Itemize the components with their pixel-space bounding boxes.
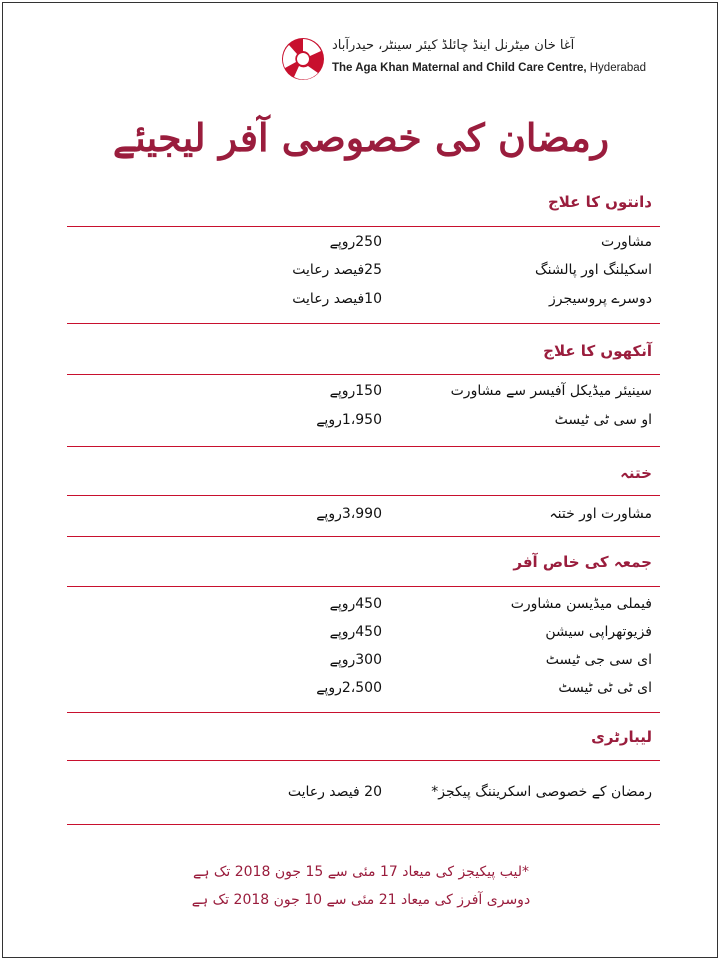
list-item xyxy=(0,784,722,810)
logo-english-city: Hyderabad xyxy=(586,62,647,74)
divider xyxy=(67,824,660,825)
list-item xyxy=(0,506,722,532)
list-item xyxy=(0,680,722,706)
list-item xyxy=(0,624,722,650)
list-item xyxy=(0,596,722,622)
service-price: 450روپے xyxy=(329,596,382,612)
list-item xyxy=(0,412,722,438)
divider xyxy=(67,495,660,496)
divider xyxy=(67,226,660,227)
divider xyxy=(67,712,660,713)
service-price: 1،950روپے xyxy=(316,412,382,428)
service-price: 10فیصد رعایت xyxy=(292,291,382,307)
logo-block xyxy=(280,36,680,86)
divider xyxy=(67,374,660,375)
service-price: 150روپے xyxy=(329,383,382,399)
service-name: سینیئر میڈیکل آفیسر سے مشاورت xyxy=(450,383,652,399)
logo-english-name: The Aga Khan Maternal and Child Care Centre, xyxy=(332,62,587,74)
service-price: 250روپے xyxy=(329,234,382,250)
service-name: ای ٹی ٹی ٹیسٹ xyxy=(558,680,652,696)
logo-english-text xyxy=(332,62,646,74)
list-item xyxy=(0,291,722,317)
divider xyxy=(67,586,660,587)
list-item xyxy=(0,234,722,260)
logo-urdu-text: آغا خان میٹرنل اینڈ چائلڈ کیئر سینٹر، حیدرآباد xyxy=(332,38,575,53)
list-item xyxy=(0,262,722,288)
service-name: او سی ٹی ٹیسٹ xyxy=(554,412,652,428)
divider xyxy=(67,536,660,537)
section-heading-eye: آنکھوں کا علاج xyxy=(543,342,652,360)
service-price: 2،500روپے xyxy=(316,680,382,696)
service-name: فیملی میڈیسن مشاورت xyxy=(510,596,652,612)
service-price: 25فیصد رعایت xyxy=(292,262,382,278)
list-item xyxy=(0,383,722,409)
section-heading-dental: دانتوں کا علاج xyxy=(547,193,652,211)
aga-khan-logo-icon xyxy=(280,36,326,82)
service-name: فزیوتھراپی سیشن xyxy=(545,624,652,640)
service-name: دوسرے پروسیجرز xyxy=(549,291,652,307)
service-price: 20 فیصد رعایت xyxy=(287,784,382,800)
service-price: 3،990روپے xyxy=(316,506,382,522)
divider xyxy=(67,323,660,324)
service-price: 450روپے xyxy=(329,624,382,640)
list-item xyxy=(0,652,722,678)
validity-note-other: دوسری آفرز کی میعاد 21 مئی سے 10 جون 2018 تک ہے xyxy=(191,892,531,908)
service-name: ای سی جی ٹیسٹ xyxy=(545,652,652,668)
page-title: رمضان کی خصوصی آفر لیجیئے xyxy=(112,115,610,160)
service-price: 300روپے xyxy=(329,652,382,668)
divider xyxy=(67,760,660,761)
section-heading-friday-offer: جمعہ کی خاص آفر xyxy=(513,553,652,571)
section-heading-circumcision: ختنہ xyxy=(620,464,652,482)
divider xyxy=(67,446,660,447)
section-heading-laboratory: لیبارٹری xyxy=(591,728,652,746)
validity-note-lab: *لیب پیکیجز کی میعاد 17 مئی سے 15 جون 2018 تک ہے xyxy=(193,864,529,880)
service-name: مشاورت xyxy=(601,234,652,250)
service-name: مشاورت اور ختنہ xyxy=(549,506,652,522)
service-name: رمضان کے خصوصی اسکریننگ پیکجز* xyxy=(431,784,652,800)
service-name: اسکیلنگ اور پالشنگ xyxy=(535,262,652,278)
